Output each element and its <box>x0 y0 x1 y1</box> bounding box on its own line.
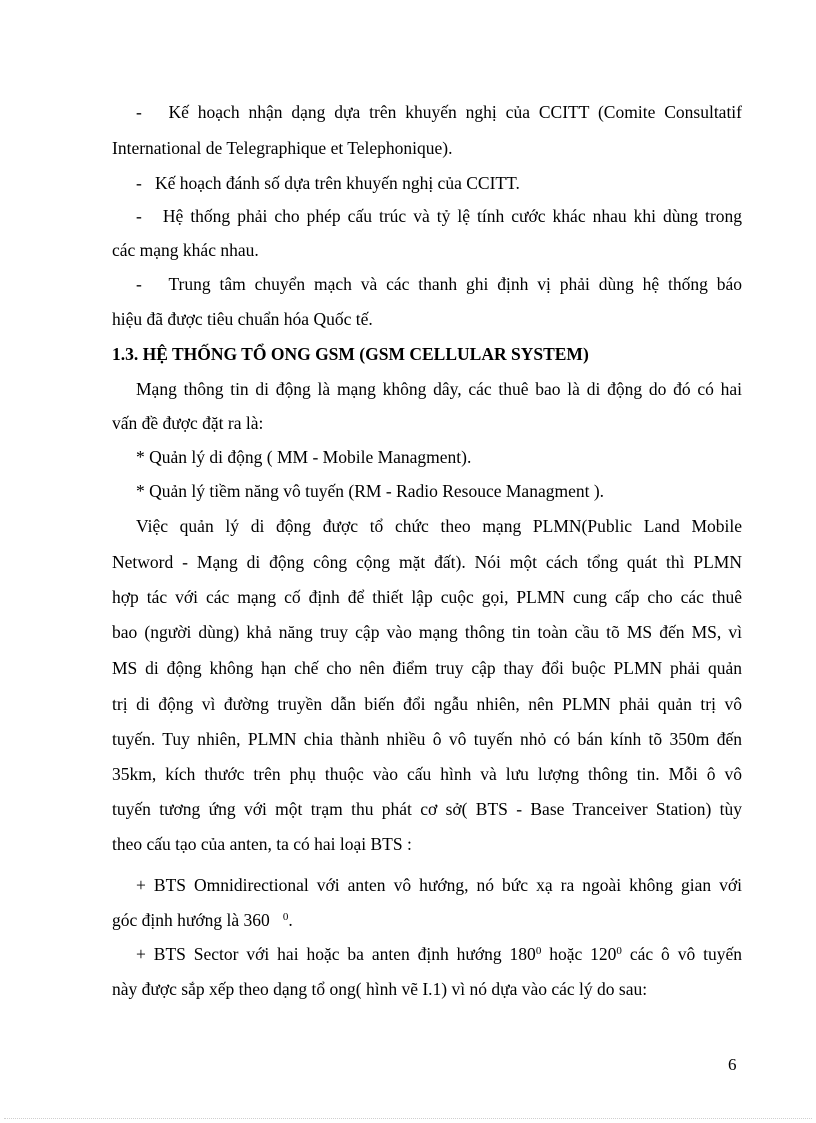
bullet-text: Kế hoạch nhận dạng dựa trên khuyến nghị của CCITT (Comite Consultatif <box>168 102 742 122</box>
bullet-line <box>136 171 742 195</box>
bullet-dash: - <box>136 206 142 226</box>
bullet-text: Trung tâm chuyển mạch và các thanh ghi định vị phải dùng hệ thống báo <box>168 274 742 294</box>
bullet-continuation: các mạng khác nhau. <box>112 240 259 260</box>
bts-sector-text: hoặc 120 <box>541 944 617 964</box>
bullet-dash: - <box>136 102 142 122</box>
degree-superscript: 0 <box>616 945 622 957</box>
bullet-continuation: hiệu đã được tiêu chuẩn hóa Quốc tế. <box>112 309 373 329</box>
degree-superscript: 0 <box>282 911 289 923</box>
paragraph-line: MS di động không hạn chế cho nên điểm truy cập thay đổi buộc PLMN phải quản <box>112 658 742 678</box>
bts-sector-line <box>136 942 742 966</box>
bullet-dash: - <box>136 173 142 193</box>
page-bottom-divider <box>4 1118 812 1119</box>
bts-omni-text: góc định hướng là 360 <box>112 910 270 930</box>
paragraph-line: tuyến tương ứng với một trạm thu phát cơ sở( BTS - Base Tranceiver Station) tùy <box>112 799 742 819</box>
paragraph-line: Việc quản lý di động được tổ chức theo mạng PLMN(Public Land Mobile <box>136 516 742 536</box>
page-number: 6 <box>728 1055 737 1074</box>
paragraph-line: Mạng thông tin di động là mạng không dây, các thuê bao là di động do đó có hai <box>136 379 742 399</box>
bullet-line <box>136 204 742 228</box>
bts-omni-line <box>112 908 742 932</box>
paragraph-line: Netword - Mạng di động công cộng mặt đất). Nói một cách tổng quát thì PLMN <box>112 552 742 572</box>
paragraph-line: trị di động vì đường truyền dẫn biến đổi ngẫu nhiên, nên PLMN phải quản trị vô <box>112 694 742 714</box>
paragraph-line: tuyến. Tuy nhiên, PLMN chia thành nhiều ô vô tuyến nhỏ có bán kính tõ 350m đến <box>112 729 742 749</box>
degree-superscript: 0 <box>535 945 542 957</box>
star-item: * Quản lý di động ( MM - Mobile Managment). <box>136 447 472 467</box>
bts-sector-text: các ô vô tuyến <box>621 944 742 964</box>
bts-sector-line: này được sắp xếp theo dạng tổ ong( hình vẽ I.1) vì nó dựa vào các lý do sau: <box>112 979 648 999</box>
paragraph-line: hợp tác với các mạng cố định để thiết lập cuộc gọi, PLMN cung cấp cho các thuê <box>112 587 742 607</box>
paragraph-line: vấn đề được đặt ra là: <box>112 413 264 433</box>
bullet-text: Hệ thống phải cho phép cấu trúc và tỷ lệ tính cước khác nhau khi dùng trong <box>162 206 742 226</box>
bts-sector-text: + BTS Sector với hai hoặc ba anten định hướng 180 <box>136 944 536 964</box>
bullet-line <box>136 100 742 124</box>
bts-omni-line: + BTS Omnidirectional với anten vô hướng, nó bức xạ ra ngoài không gian với <box>136 875 742 895</box>
paragraph-line: bao (người dùng) khả năng truy cập vào mạng thông tin toàn cầu tõ MS đến MS, vì <box>112 622 742 642</box>
section-heading: 1.3. HỆ THỐNG TỔ ONG GSM (GSM CELLULAR SYSTEM) <box>112 344 589 364</box>
star-item: * Quản lý tiềm năng vô tuyến (RM - Radio Resouce Managment ). <box>136 481 605 501</box>
bullet-line <box>136 272 742 296</box>
bullet-continuation: International de Telegraphique et Telephonique). <box>112 138 453 158</box>
bullet-text: Kế hoạch đánh số dựa trên khuyến nghị của CCITT. <box>154 173 520 193</box>
bts-omni-end: . <box>288 910 293 930</box>
bullet-dash: - <box>136 274 142 294</box>
paragraph-line: theo cấu tạo của anten, ta có hai loại BTS : <box>112 834 412 854</box>
paragraph-line: 35km, kích thước trên phụ thuộc vào cấu hình và lưu lượng thông tin. Mỗi ô vô <box>112 764 742 784</box>
